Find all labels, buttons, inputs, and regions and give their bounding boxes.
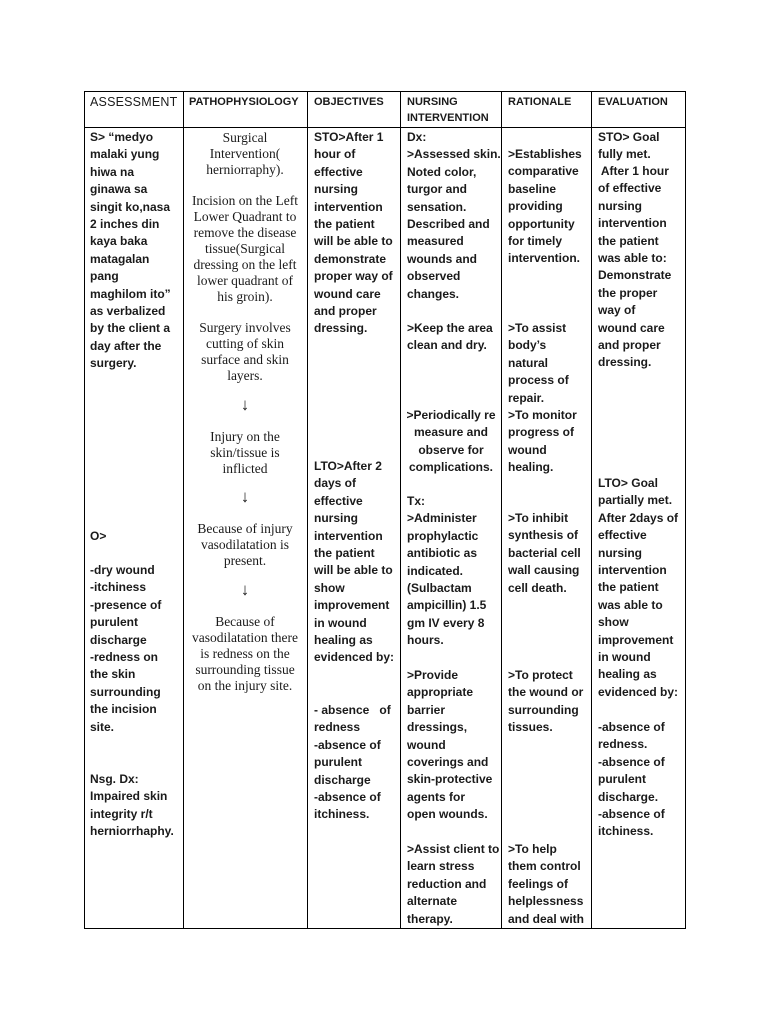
header-pathophysiology: PATHOPHYSIOLOGY	[189, 96, 299, 108]
subjective-cue: S> “medyo malaki yung hiwa na ginawa sa singit ko,nasa 2 inches din kaya baka matagalan pang maghilom ito” as verbalized by the client a day after the surgery.	[90, 130, 171, 371]
column-divider	[501, 91, 502, 929]
intervention-remeasure: >Periodically re measure and observe for complications.	[406, 408, 496, 475]
objective-sto: STO>After 1 hour of effective nursing intervention the patient will be able to demonstrate proper way of wound care and proper dressing.	[314, 130, 393, 336]
objective-cues: -dry wound -itchiness -presence of purulent discharge -redness on the skin surrounding the incision site.	[90, 563, 162, 734]
column-divider	[400, 91, 401, 929]
arrow-down-icon: ↓	[240, 395, 250, 414]
arrow-down-icon: ↓	[240, 580, 250, 599]
rationale-protect: >To protect the wound or surrounding tissues.	[508, 668, 584, 735]
header-rationale: RATIONALE	[508, 96, 572, 108]
patho-surgery-involves: Surgery involves cutting of skin surface and skin layers.	[199, 320, 291, 383]
evaluation-lto: LTO> Goal partially met. After 2days of effective nursing intervention the patient was able to show improvement in wound healing as evidenced by:	[598, 476, 679, 699]
patho-injury: Injury on the skin/tissue is inflicted	[210, 429, 280, 476]
intervention-assess-skin: Dx: >Assessed skin. Noted color, turgor and sensation. Described and measured wounds and observed changes.	[407, 130, 501, 301]
rationale-monitor: >To monitor progress of wound healing.	[508, 408, 577, 475]
intervention-stress-reduction: >Assist client to learn stress reduction and alternate therapy.	[407, 842, 500, 926]
column-divider	[307, 91, 308, 929]
table-border-left	[84, 91, 85, 929]
objective-criteria: - absence of redness -absence of purulent discharge -absence of itchiness.	[314, 703, 391, 822]
rationale-inhibit: >To inhibit synthesis of bacterial cell wall causing cell death.	[508, 511, 581, 595]
rationale-baseline: >Establishes comparative baseline providing opportunity for timely intervention.	[508, 147, 582, 266]
rationale-repair: >To assist body’s natural process of repair.	[508, 321, 569, 405]
intervention-dressings: >Provide appropriate barrier dressings, wound coverings and skin-protective agents for open wounds.	[407, 668, 493, 822]
arrow-down-icon: ↓	[240, 487, 250, 506]
table-border-bottom	[84, 928, 686, 929]
nursing-diagnosis: Nsg. Dx: Impaired skin integrity r/t herniorrhaphy.	[90, 772, 174, 839]
column-divider	[183, 91, 184, 929]
header-objectives: OBJECTIVES	[314, 96, 384, 108]
evaluation-sto-details: After 1 hour of effective nursing intervention the patient was able to: Demonstrate the proper way of wound care and proper dressing.	[598, 164, 672, 370]
evaluation-criteria: -absence of redness. -absence of purulent discharge. -absence of itchiness.	[598, 720, 665, 839]
header-evaluation: EVALUATION	[598, 96, 668, 108]
patho-vasodilatation: Because of injury vasodilatation is present.	[197, 521, 293, 568]
header-assessment: ASSESSMENT	[90, 95, 178, 109]
patho-surgical-intervention: Surgical Intervention( herniorraphy).	[206, 130, 284, 177]
patho-redness: Because of vasodilatation there is redness on the surrounding tissue on the injury site.	[191, 614, 299, 693]
patho-incision: Incision on the Left Lower Quadrant to remove the disease tissue(Surgical dressing on the left lower quadrant of his groin).	[191, 193, 299, 304]
rationale-control: >To help them control feelings of helplessness and deal with	[508, 842, 585, 926]
header-divider	[84, 127, 686, 128]
header-nursing-intervention: NURSING INTERVENTION	[407, 96, 489, 124]
intervention-antibiotic: Tx: >Administer prophylactic antibiotic as indicated. (Sulbactam ampicillin) 1.5 gm IV every 8 hours.	[407, 494, 487, 648]
intervention-keep-clean: >Keep the area clean and dry.	[407, 321, 493, 353]
evaluation-sto-status: STO> Goal fully met.	[598, 130, 660, 162]
column-divider	[591, 91, 592, 929]
objective-lto: LTO>After 2 days of effective nursing intervention the patient will be able to show improvement in wound healing as evidenced by:	[314, 459, 395, 665]
objective-label: O>	[90, 529, 107, 543]
table-border-top	[84, 91, 686, 92]
table-border-right	[685, 91, 686, 929]
